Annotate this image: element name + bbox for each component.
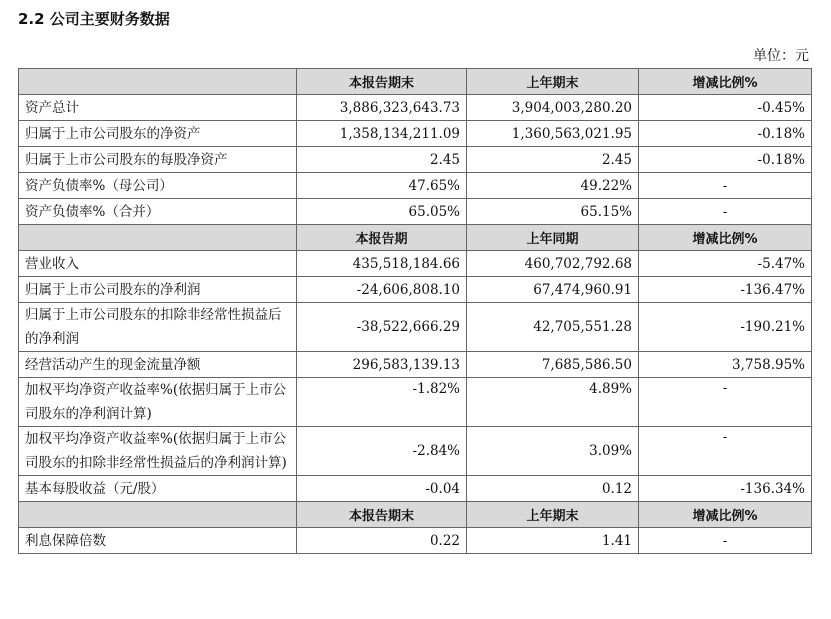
- header-cell: 本报告期末: [297, 502, 467, 528]
- change-cell: -0.18%: [639, 121, 812, 147]
- change-cell: -0.18%: [639, 147, 812, 173]
- table-row: [19, 378, 812, 427]
- row-label: 资产总计: [19, 95, 297, 121]
- table-row: [19, 427, 812, 476]
- value-cell: -24,606,808.10: [297, 277, 467, 303]
- row-label: 基本每股收益（元/股）: [19, 476, 297, 502]
- value-cell: 67,474,960.91: [467, 277, 639, 303]
- change-cell: -5.47%: [639, 251, 812, 277]
- value-cell: 435,518,184.66: [297, 251, 467, 277]
- row-label: 加权平均净资产收益率%(依据归属于上市公司股东的扣除非经常性损益后的净利润计算): [19, 427, 297, 476]
- row-label: 归属于上市公司股东的净利润: [19, 277, 297, 303]
- value-cell: 1.41: [467, 528, 639, 554]
- value-cell: 3,886,323,643.73: [297, 95, 467, 121]
- value-cell: 0.22: [297, 528, 467, 554]
- value-cell: 49.22%: [467, 173, 639, 199]
- value-cell: 4.89%: [467, 378, 639, 427]
- table-row: [19, 251, 812, 277]
- table-row: [19, 121, 812, 147]
- row-label: 经营活动产生的现金流量净额: [19, 352, 297, 378]
- table-row: [19, 173, 812, 199]
- financial-data-table: [18, 68, 812, 554]
- header-cell: 增减比例%: [639, 225, 812, 251]
- value-cell: -0.04: [297, 476, 467, 502]
- value-cell: 1,358,134,211.09: [297, 121, 467, 147]
- table-row: [19, 476, 812, 502]
- header-cell: 本报告期末: [297, 69, 467, 95]
- row-label: 加权平均净资产收益率%(依据归属于上市公司股东的净利润计算): [19, 378, 297, 427]
- header-row: [19, 502, 812, 528]
- header-cell: 增减比例%: [639, 502, 812, 528]
- value-cell: 0.12: [467, 476, 639, 502]
- header-row: [19, 69, 812, 95]
- header-cell: 本报告期: [297, 225, 467, 251]
- change-cell: 3,758.95%: [639, 352, 812, 378]
- value-cell: 1,360,563,021.95: [467, 121, 639, 147]
- header-row: [19, 225, 812, 251]
- header-cell: 增减比例%: [639, 69, 812, 95]
- table-row: [19, 147, 812, 173]
- row-label: 归属于上市公司股东的每股净资产: [19, 147, 297, 173]
- change-cell: -190.21%: [639, 303, 812, 352]
- table-row: [19, 199, 812, 225]
- section-title: 2.2 公司主要财务数据: [18, 10, 170, 28]
- header-cell: 上年期末: [467, 502, 639, 528]
- value-cell: 65.15%: [467, 199, 639, 225]
- table-row: [19, 303, 812, 352]
- header-cell: 上年同期: [467, 225, 639, 251]
- value-cell: 296,583,139.13: [297, 352, 467, 378]
- header-cell: [19, 225, 297, 251]
- value-cell: -1.82%: [297, 378, 467, 427]
- table-row: [19, 352, 812, 378]
- row-label: 资产负债率%（母公司）: [19, 173, 297, 199]
- row-label: 归属于上市公司股东的扣除非经常性损益后的净利润: [19, 303, 297, 352]
- change-cell: -: [639, 427, 812, 476]
- change-cell: -: [639, 199, 812, 225]
- value-cell: 7,685,586.50: [467, 352, 639, 378]
- table-row: [19, 528, 812, 554]
- value-cell: 2.45: [297, 147, 467, 173]
- row-label: 营业收入: [19, 251, 297, 277]
- change-cell: -0.45%: [639, 95, 812, 121]
- table-row: [19, 95, 812, 121]
- row-label: 利息保障倍数: [19, 528, 297, 554]
- header-cell: [19, 69, 297, 95]
- value-cell: 65.05%: [297, 199, 467, 225]
- table-row: [19, 277, 812, 303]
- value-cell: 2.45: [467, 147, 639, 173]
- value-cell: 460,702,792.68: [467, 251, 639, 277]
- value-cell: -2.84%: [297, 427, 467, 476]
- change-cell: -: [639, 173, 812, 199]
- change-cell: -136.34%: [639, 476, 812, 502]
- value-cell: 47.65%: [297, 173, 467, 199]
- change-cell: -: [639, 528, 812, 554]
- header-cell: [19, 502, 297, 528]
- value-cell: -38,522,666.29: [297, 303, 467, 352]
- row-label: 资产负债率%（合并）: [19, 199, 297, 225]
- row-label: 归属于上市公司股东的净资产: [19, 121, 297, 147]
- change-cell: -: [639, 378, 812, 427]
- value-cell: 3.09%: [467, 427, 639, 476]
- header-cell: 上年期末: [467, 69, 639, 95]
- change-cell: -136.47%: [639, 277, 812, 303]
- unit-label: 单位：元: [753, 48, 809, 64]
- value-cell: 3,904,003,280.20: [467, 95, 639, 121]
- value-cell: 42,705,551.28: [467, 303, 639, 352]
